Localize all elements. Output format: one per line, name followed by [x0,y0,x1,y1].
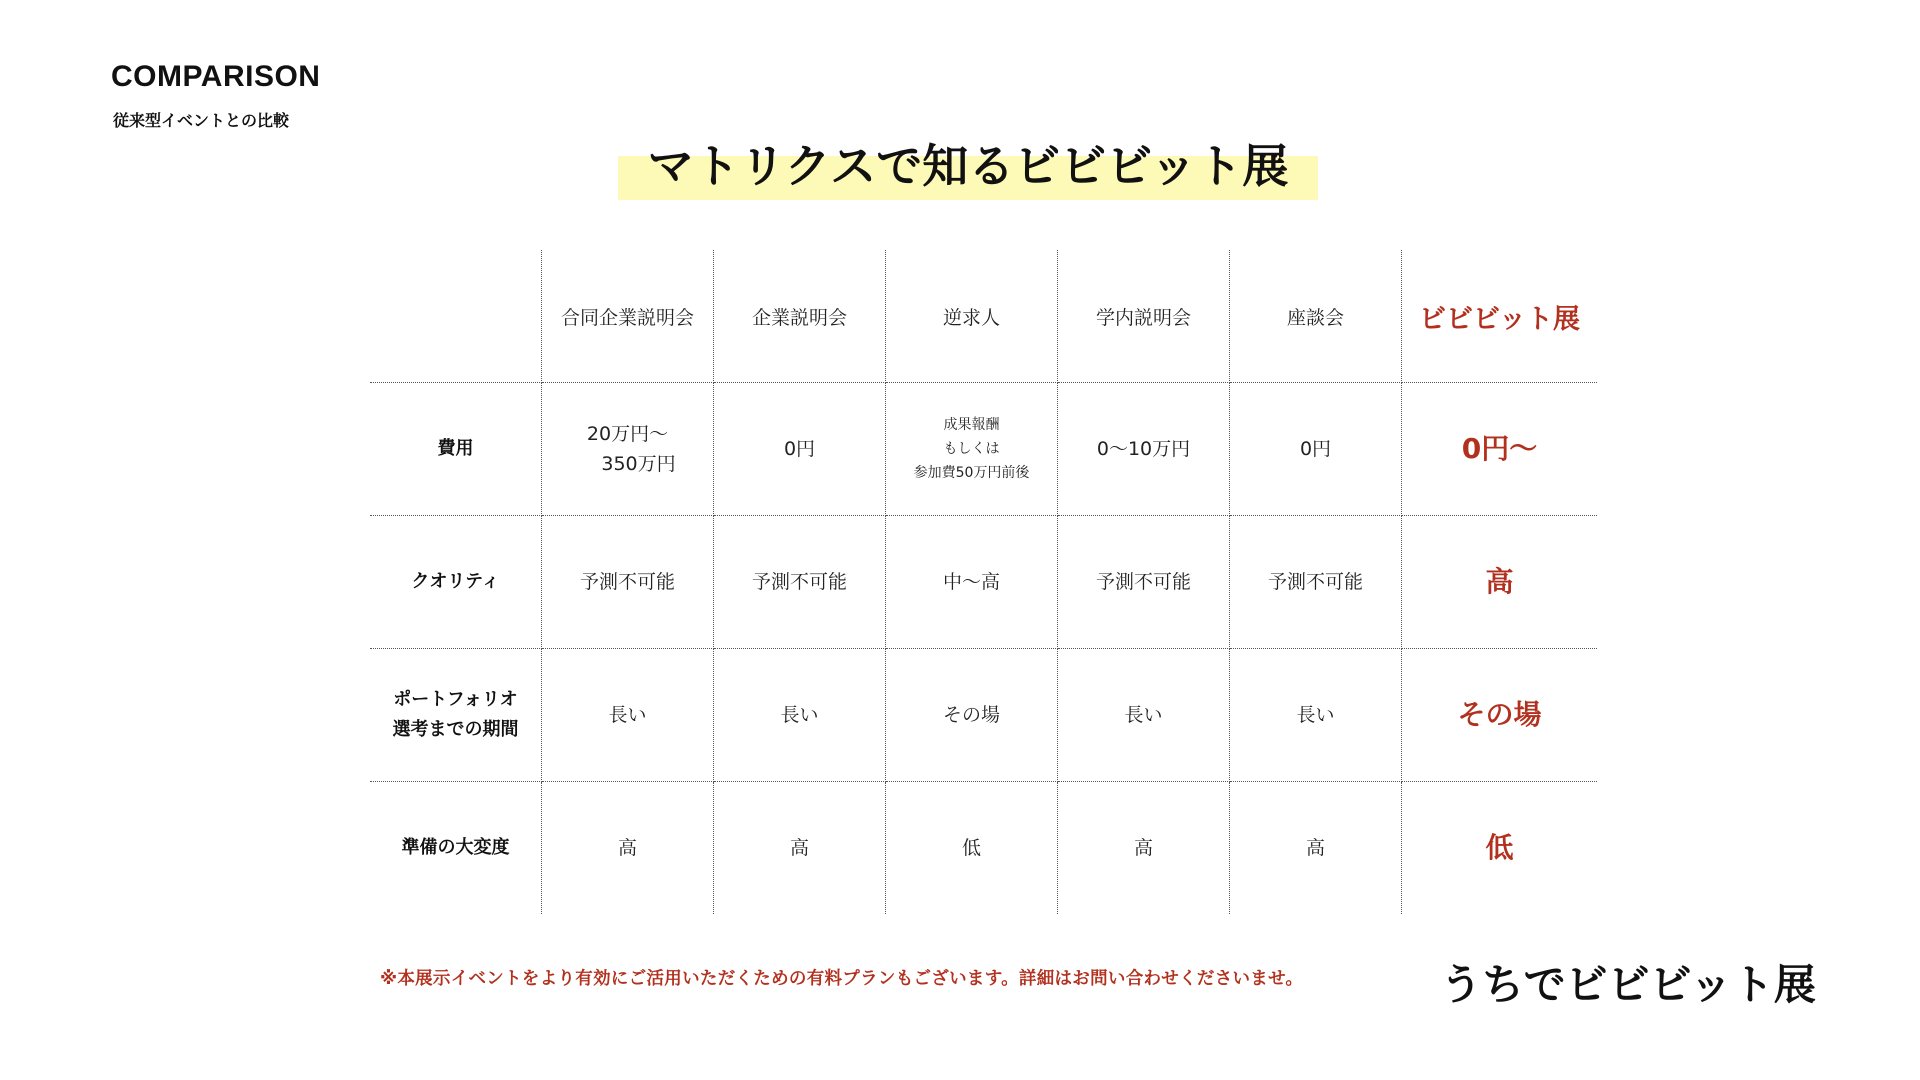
table-cell-highlight [1402,649,1598,782]
main-title: マトリクスで知るビビビット展 [647,139,1289,193]
row-header-label: クオリティ [411,571,500,592]
cell-text: 長い [608,704,647,726]
table-cell [886,649,1058,782]
row-header-label: ポートフォリオ [393,689,518,710]
cell-text: その場 [942,704,1000,726]
table-cell-highlight [1402,383,1598,516]
cell-text: 予測不可能 [1267,571,1363,593]
row-header-label: 選考までの期間 [392,719,519,740]
cell-text: 長い [1296,704,1335,726]
cell-text: 0円 [1299,438,1332,460]
cell-text: 高 [1133,837,1153,859]
row-header [370,383,542,516]
column-header-label: 座談会 [1286,306,1344,329]
table-cell [542,383,714,516]
row-header [370,782,542,915]
column-header [542,250,714,383]
cell-text: もしくは [943,441,1000,457]
cell-text: 0〜10万円 [1096,438,1191,460]
table-cell [1230,782,1402,915]
cell-text: 0円〜 [1461,432,1538,465]
matrix-row-period [370,649,1597,782]
cell-text: その場 [1457,698,1542,731]
table-cell [714,516,886,649]
column-header [1058,250,1230,383]
table-cell [886,383,1058,516]
column-header-highlight [1402,250,1598,383]
cell-text: 低 [961,837,981,859]
column-header [886,250,1058,383]
cell-text: 長い [1124,704,1163,726]
matrix-row-cost [370,383,1597,516]
table-cell-highlight [1402,782,1598,915]
cell-text: 予測不可能 [579,571,675,593]
main-title-block [618,130,1318,200]
matrix-row-quality [370,516,1597,649]
matrix-row-preparation [370,782,1597,915]
cell-text: 長い [780,704,819,726]
cell-text: 0円 [783,438,816,460]
header-subtitle: 従来型イベントとの比較 [113,111,290,130]
matrix-header-row [370,250,1597,383]
table-cell [714,782,886,915]
table-cell [1230,516,1402,649]
table-cell [1058,782,1230,915]
table-cell [542,516,714,649]
row-header [370,649,542,782]
cell-text: 350万円 [601,453,676,475]
cell-text: 中〜高 [942,571,1000,593]
table-cell [542,649,714,782]
column-header-label: 合同企業説明会 [560,306,694,329]
table-cell [714,383,886,516]
column-header-label: ビビビット展 [1419,303,1580,335]
table-cell [1230,649,1402,782]
table-cell [714,649,886,782]
column-header [714,250,886,383]
column-header-label: 逆求人 [942,306,1000,329]
column-header-label: 学内説明会 [1095,306,1191,329]
cell-text: 成果報酬 [943,417,1000,433]
table-cell [542,782,714,915]
row-header-label: 費用 [437,438,474,459]
row-header-label: 準備の大変度 [401,837,510,858]
header-title: COMPARISON [111,60,321,93]
table-cell [886,516,1058,649]
cell-text: 高 [789,837,809,859]
cell-text: 予測不可能 [751,571,847,593]
table-cell [1058,649,1230,782]
cell-text: 高 [1305,837,1325,859]
table-cell-highlight [1402,516,1598,649]
cell-text: 高 [617,837,637,859]
matrix-corner [370,250,542,383]
table-cell [1058,383,1230,516]
comparison-matrix [370,250,1597,914]
brand-tagline: うちでビビビット展 [1440,960,1816,1009]
cell-text: 参加費50万円前後 [913,465,1030,481]
cell-text: 20万円〜 [586,423,669,445]
table-cell [1230,383,1402,516]
footnote: ※本展示イベントをより有効にご活用いただくための有料プランもございます。詳細はお問い合わせくださいませ。 [380,969,1304,989]
row-header [370,516,542,649]
cell-text: 低 [1485,831,1514,864]
column-header-label: 企業説明会 [751,306,847,329]
cell-text: 予測不可能 [1095,571,1191,593]
table-cell [886,782,1058,915]
table-cell [1058,516,1230,649]
column-header [1230,250,1402,383]
cell-text: 高 [1485,565,1514,598]
